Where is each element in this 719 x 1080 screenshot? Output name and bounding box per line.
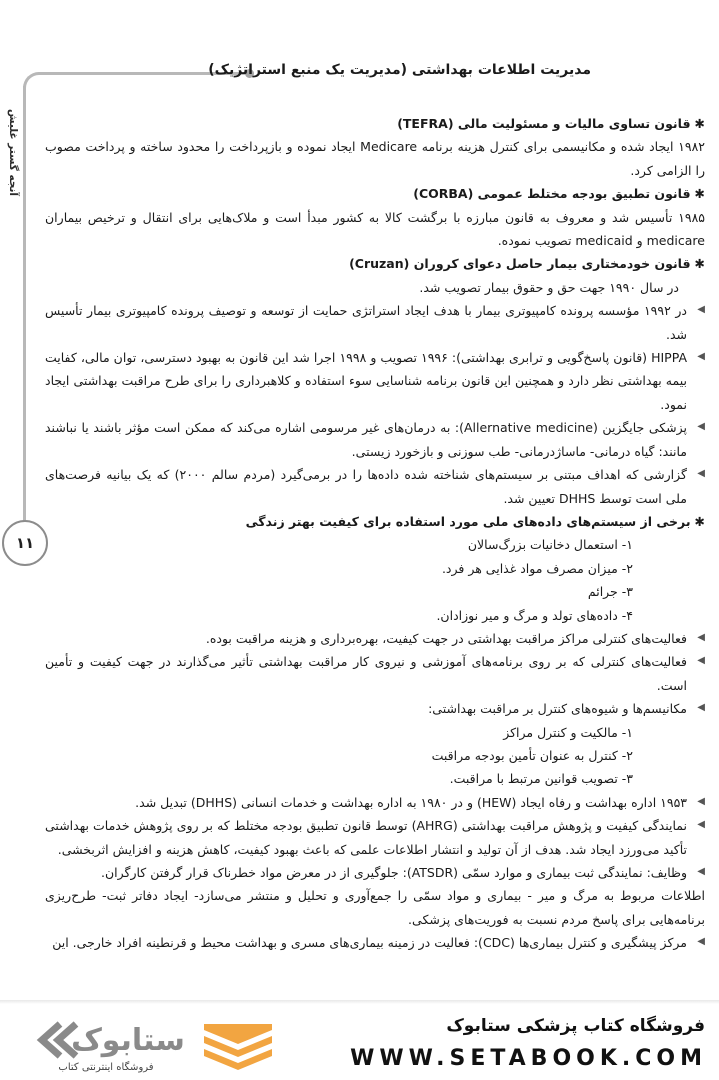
store-name: فروشگاه کتاب پزشکی ستابوک [446, 1016, 705, 1036]
list-item: ◀ پزشکی جایگزین (Allernative medicine): به درمان‌های غیر مرسومی اشاره می‌کند که ممکن است مؤثر باشند یا نباشند مانند: گیاه درمانی- ماساژدرمانی- طب سوزنی و بازخورد زیستی. [45, 420, 705, 459]
logo-text: ستابوک [71, 1023, 185, 1058]
arrow-bullet-icon: ◀ [697, 351, 705, 363]
list-item: ◀ گزارشی که اهداف مبتنی بر سیستم‌های شناخته شده داده‌ها را در برمی‌گیرد (مردم سالم ۲۰۰۰) که یک بیانیه فرصت‌های ملی است توسط DHHS تعیین شد. [45, 467, 705, 506]
section-heading-cruzan: ✱قانون خودمختاری بیمار حاصل دعوای کروران (Cruzan) [349, 256, 705, 272]
list-item: ◀ مکانیسم‌ها و شیوه‌های کنترل بر مراقبت بهداشتی: [428, 701, 705, 717]
arrow-bullet-icon: ◀ [697, 702, 705, 714]
page-title: مدیریت اطلاعات بهداشتی (مدیریت یک منبع استراتژیک) [208, 62, 591, 78]
numbered-item: ۲- میزان مصرف مواد غذایی هر فرد. [441, 560, 633, 576]
numbered-item: ۲- کنترل به عنوان تأمین بودجه مراقبت [431, 747, 633, 763]
logo-subtitle: فروشگاه اینترنتی کتاب [58, 1062, 154, 1073]
numbered-item: ۳- تصویب قوانین مرتبط با مراقبت. [449, 771, 633, 787]
paragraph-tefra: ۱۹۸۲ ایجاد شده و مکانیسمی برای کنترل هزینه برنامه Medicare ایجاد نموده و بازپرداخت را محدود ساخته و پرداخت مصوب را الزامی کرد. [45, 139, 705, 178]
page-frame-corner [23, 72, 43, 92]
page-frame-left-line [23, 86, 26, 531]
arrow-bullet-icon: ◀ [697, 631, 705, 643]
list-item: ◀ HIPPA (قانون پاسخ‌گویی و ترابری بهداشتی): ۱۹۹۶ تصویب و ۱۹۹۸ اجرا شد این قانون به بهبود دسترسی، توان مالی، کفایت بیمه بهداشتی نظر دارد و همچنین این قانون برنامه شناسایی سوء استفاده و کلاهبرداری را برای طرح مراقبت بهداشتی ایجاد نمود. [45, 350, 705, 412]
asterisk-icon: ✱ [694, 116, 705, 131]
side-author-label: آنجه گستر غلیش [7, 109, 19, 196]
asterisk-icon: ✱ [694, 513, 705, 529]
section-heading-quality: ✱برخی از سیستم‌های داده‌های ملی مورد استفاده برای کیفیت بهتر زندگی [245, 513, 705, 529]
list-item: ◀ مرکز پیشگیری و کنترل بیماری‌ها (CDC): فعالیت در زمینه بیماری‌های مسری و بهداشت محیط و قرنطینه افراد خارجی. این [52, 935, 705, 951]
arrow-bullet-icon: ◀ [697, 421, 705, 433]
paragraph-corba: ۱۹۸۵ تأسیس شد و معروف به قانون مبارزه با برگشت کالا به کشور مبدأ است و ملاک‌هایی برای انتقال و ترخیص بیماران medicare و medicaid تصویب نموده. [45, 209, 705, 249]
paragraph-atsdr-continued: اطلاعات مربوط به مرگ و میر - بیماری و مواد سمّی را جمع‌آوری و تحلیل و منتشر می‌سازد- ایجاد دفاتر ثبت- طرح‌ریزی برنامه‌هایی برای پاسخ مردم نسبت به فوریت‌های پزشکی. [45, 888, 705, 927]
chevron-down-logo-icon [204, 1024, 272, 1070]
section-heading-tefra: ✱قانون تساوی مالیات و مسئولیت مالی (TEFRA) [397, 116, 705, 131]
arrow-bullet-icon: ◀ [697, 655, 705, 667]
arrow-bullet-icon: ◀ [697, 819, 705, 831]
numbered-item: ۱- استعمال دخانیات بزرگ‌سالان [467, 537, 633, 553]
paragraph-cruzan: در سال ۱۹۹۰ جهت حق و حقوق بیمار تصویب شد. [419, 279, 679, 295]
arrow-bullet-icon: ◀ [697, 795, 705, 807]
arrow-bullet-icon: ◀ [697, 936, 705, 948]
asterisk-icon: ✱ [694, 256, 705, 272]
arrow-bullet-icon: ◀ [697, 304, 705, 316]
list-item: ◀ نمایندگی کیفیت و پژوهش مراقبت بهداشتی (AHRG) توسط قانون تطبیق بودجه مختلط که بر روی پژوهش خدمات بهداشتی تأکید می‌ورزد ایجاد شد. هدف از آن تولید و انتشار اطلاعات علمی که باعث بهبود کیفیت، کاهش هزینه و افزایش اثربخشی. [45, 818, 705, 857]
list-item: ◀ ۱۹۵۳ اداره بهداشت و رفاه ایجاد (HEW) و در ۱۹۸۰ به اداره بهداشت و خدمات انسانی (DHHS) تبدیل شد. [135, 794, 705, 810]
footer-divider [0, 1000, 719, 1004]
list-item: ◀ فعالیت‌های کنترلی که بر روی برنامه‌های آموزشی و نیروی کار مراقبت بهداشتی تأثیر می‌گذارند در جهت کیفیت و تأمین است. [45, 654, 705, 693]
page-content [45, 112, 705, 1000]
list-item: ◀ در ۱۹۹۲ مؤسسه پرونده کامپیوتری بیمار با هدف ایجاد استراتژی حمایت از توسعه و توصیف پرونده کامپیوتری بیمار تأسیس شد. [45, 303, 705, 342]
asterisk-icon: ✱ [694, 186, 705, 202]
section-heading-corba: ✱قانون تطبیق بودجه مختلط عمومی (CORBA) [413, 186, 705, 202]
numbered-item: ۳- جرائم [587, 584, 633, 600]
arrow-bullet-icon: ◀ [697, 468, 705, 480]
list-item: ◀ فعالیت‌های کنترلی مراکز مراقبت بهداشتی در جهت کیفیت، بهره‌برداری و هزینه مراقبت بوده. [205, 630, 705, 646]
page-number: ۱۱ [2, 520, 48, 566]
arrow-bullet-icon: ◀ [697, 866, 705, 877]
list-item: ◀ وظایف: نمایندگی ثبت بیماری و موارد سمّی (ATSDR): جلوگیری از در معرض مواد خطرناک قرار گرفتن کارگران. [100, 865, 705, 880]
store-url[interactable]: WWW.SETABOOK.COM [350, 1046, 707, 1071]
numbered-item: ۴- داده‌های تولد و مرگ و میر نوزادان. [436, 607, 633, 623]
numbered-item: ۱- مالکیت و کنترل مراکز [503, 724, 633, 740]
